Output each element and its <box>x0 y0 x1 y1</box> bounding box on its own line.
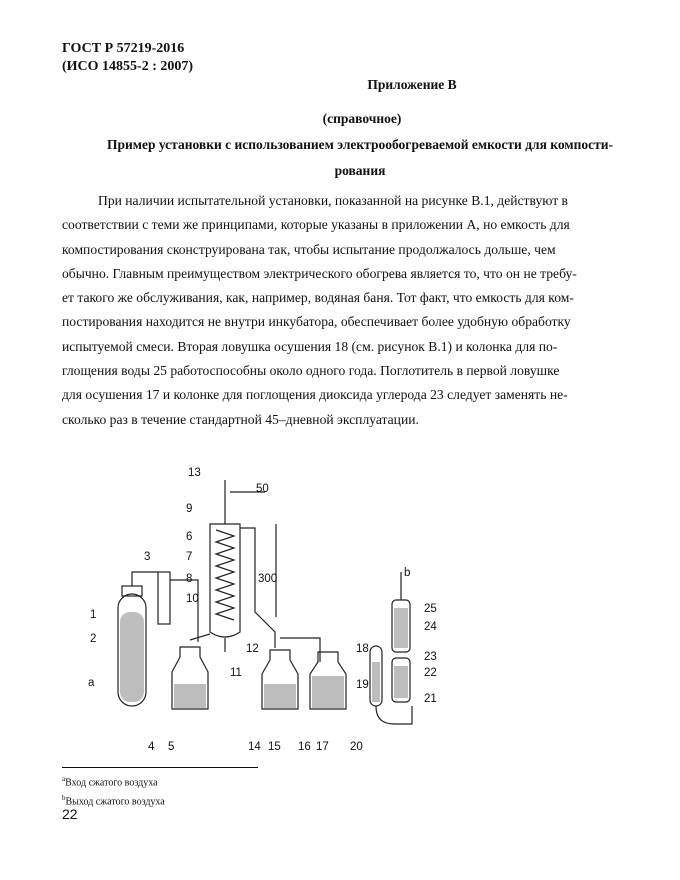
callout-label: 17 <box>316 741 329 753</box>
packing-22 <box>394 666 408 698</box>
body-paragraph <box>62 189 660 432</box>
callout-label: 16 <box>298 741 311 753</box>
footnote-mark: b <box>62 794 66 802</box>
footnote-mark: a <box>62 775 66 783</box>
body-line: глощения воды 25 работоспособны около одного года. Поглотитель в первой ловушке <box>62 363 560 379</box>
body-line: сколько раз в течение стандартной 45–дневной эксплуатации. <box>62 411 419 427</box>
callout-label: 21 <box>424 693 437 705</box>
callout-label: 10 <box>186 593 199 605</box>
callout-label: 25 <box>424 603 437 615</box>
callout-label: a <box>88 677 95 689</box>
body-line: постирования находится не внутри инкубатора, обеспечивает более удобную обработку <box>62 314 571 330</box>
callout-label: 18 <box>356 643 369 655</box>
liquid-5 <box>174 684 206 708</box>
apparatus-figure <box>80 462 450 762</box>
packing-17 <box>312 676 344 708</box>
footnote-text: Выход сжатого воздуха <box>65 796 165 808</box>
flowmeter-3 <box>158 572 170 624</box>
callout-label: 11 <box>230 667 242 679</box>
tube-2 <box>170 580 198 642</box>
appendix-kind: (справочное) <box>322 111 402 126</box>
packing-19 <box>372 662 380 702</box>
callout-label: 8 <box>186 573 193 585</box>
body-line: соответствии с теми же принципами, которые указаны в приложении А, но емкость для <box>62 217 570 233</box>
callout-label: 50 <box>256 483 269 495</box>
body-line: компостирования сконструирована так, чтобы испытание продолжалось дольше, чем <box>62 241 556 257</box>
footnote-a <box>62 775 158 788</box>
appendix-heading-line1: Пример установки с использованием электрообогреваемой емкости для компости- <box>106 137 614 152</box>
exit-tube <box>240 528 278 648</box>
callout-label: 13 <box>188 467 201 479</box>
callout-label: 12 <box>246 643 259 655</box>
footnote-separator <box>62 767 258 768</box>
callout-label: 9 <box>186 503 193 515</box>
callout-label: 23 <box>424 651 437 663</box>
callout-label: b <box>404 567 411 579</box>
footnote-text: Вход сжатого воздуха <box>65 777 158 789</box>
packing-24 <box>394 608 408 648</box>
heating-coil <box>216 530 234 620</box>
page-number: 22 <box>62 806 78 822</box>
callout-label: 14 <box>248 741 261 753</box>
callout-label: 4 <box>148 741 155 753</box>
appendix-heading-line2: рования <box>334 163 386 178</box>
iso-reference: (ИСО 14855-2 : 2007) <box>62 59 194 74</box>
callout-label: 7 <box>186 551 193 563</box>
body-line: ет такого же обслуживания, как, например, водяная баня. Тот факт, что емкость для ком- <box>62 290 574 306</box>
side-tube-10 <box>190 634 210 640</box>
appendix-title: Приложение В <box>367 77 457 92</box>
standard-number: ГОСТ Р 57219-2016 <box>62 41 185 56</box>
callout-label: 19 <box>356 679 369 691</box>
callout-label: 20 <box>350 741 363 753</box>
callout-label: 15 <box>268 741 281 753</box>
callout-label: 22 <box>424 667 437 679</box>
tube-1 <box>132 572 158 586</box>
callout-label: 3 <box>144 551 151 563</box>
liquid-15 <box>264 684 296 708</box>
body-line: для осушения 17 и колонке для поглощения диоксида углерода 23 следует заменять не- <box>62 387 568 403</box>
callout-label: 6 <box>186 531 193 543</box>
packing-2 <box>120 612 144 702</box>
callout-label: 300 <box>258 573 278 585</box>
callout-label: 1 <box>90 609 97 621</box>
callout-label: 24 <box>424 621 437 633</box>
callout-label: 5 <box>168 741 175 753</box>
body-line: обычно. Главным преимуществом электрического обогрева является то, что он не требу- <box>62 265 577 281</box>
body-line: испытуемой смеси. Вторая ловушка осушения 18 (см. рисунок В.1) и колонка для по- <box>62 338 558 354</box>
callout-label: 2 <box>90 633 97 645</box>
u-tube-21 <box>376 706 412 724</box>
body-line: При наличии испытательной установки, показанной на рисунке В.1, действуют в <box>98 193 568 208</box>
